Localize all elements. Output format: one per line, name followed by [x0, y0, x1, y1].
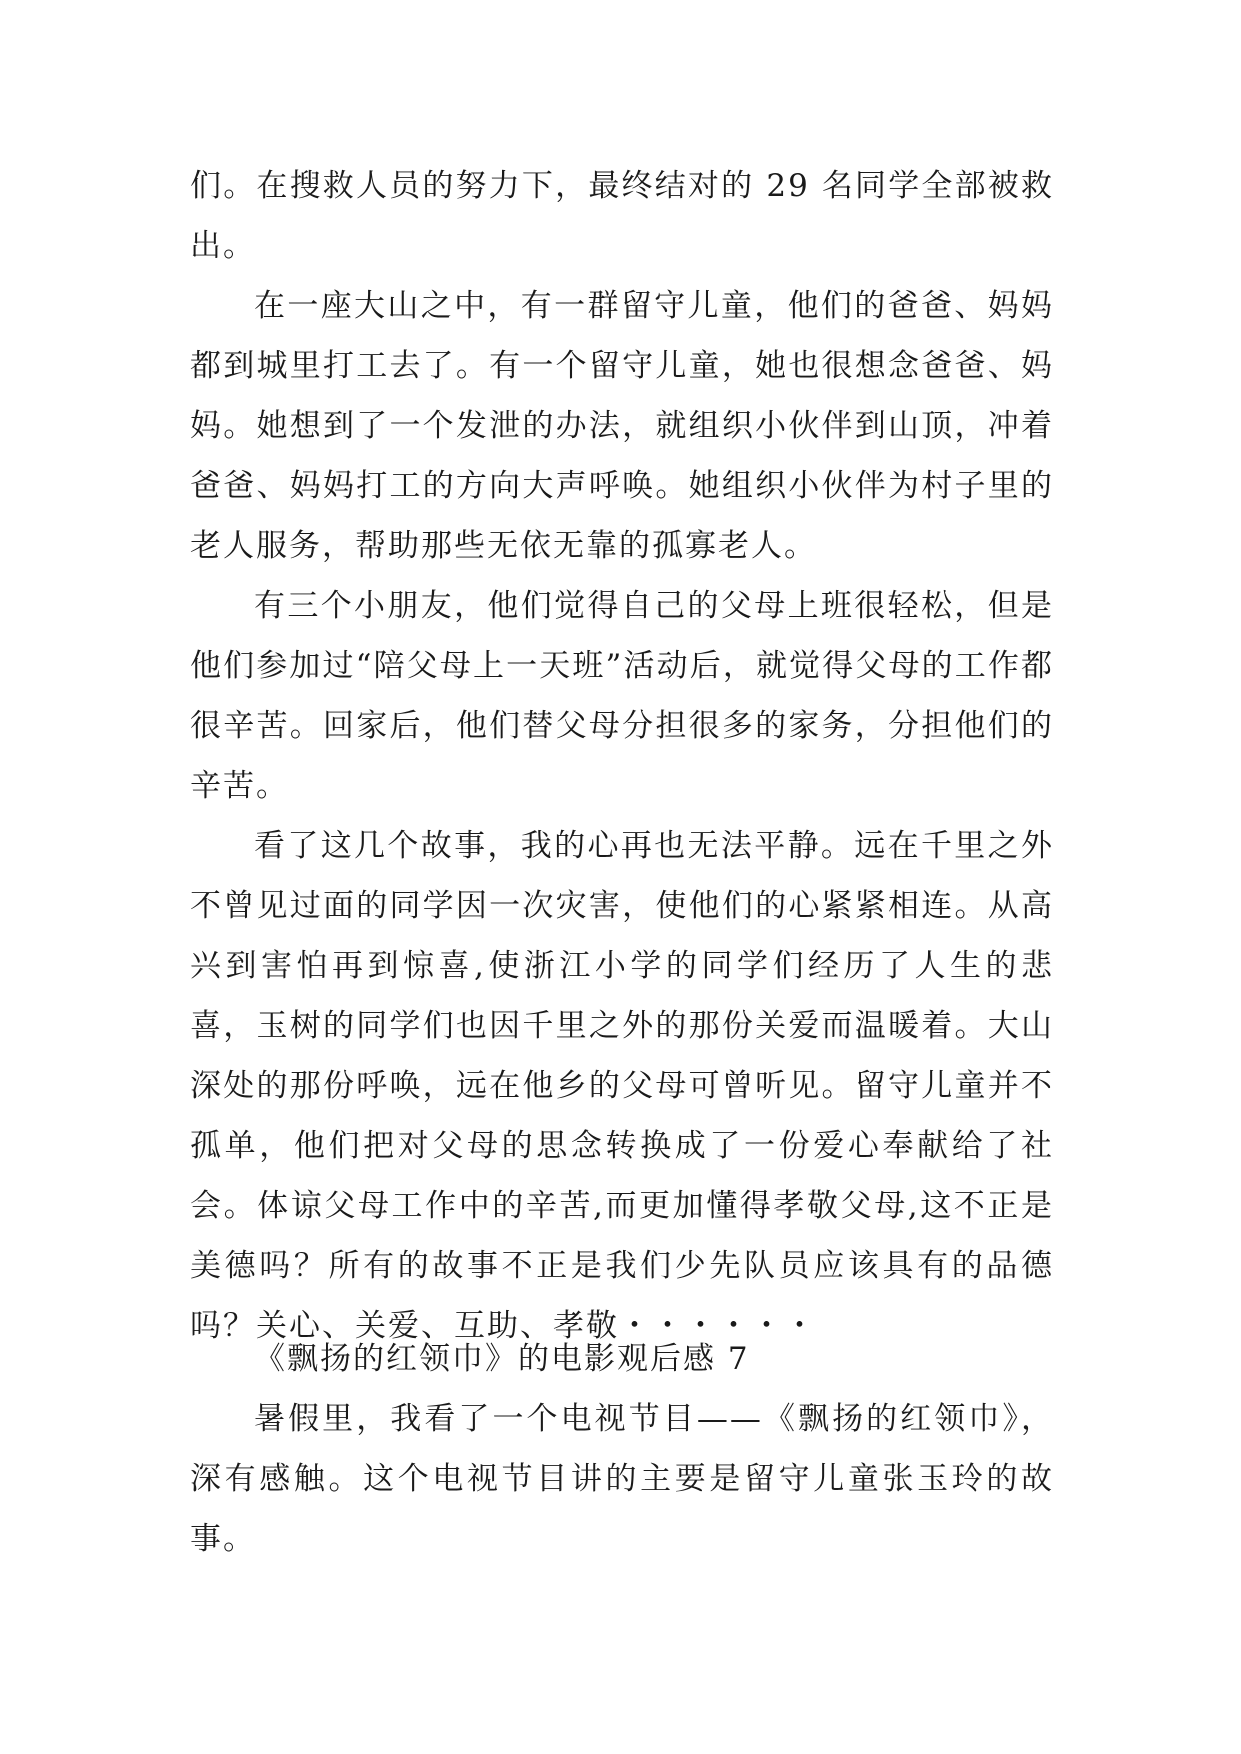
section-7	[190, 1329, 1054, 1569]
body-text	[190, 156, 1054, 1356]
section-heading: 《飘扬的红领巾》的电影观后感 7	[254, 1341, 750, 1377]
section-paragraph: 暑假里，我看了一个电视节目——《飘扬的红领巾》，深有感触。这个电视节目讲的主要是留守儿童张玉玲的故事。	[190, 1401, 1054, 1557]
paragraph-left-behind-children: 在一座大山之中，有一群留守儿童，他们的爸爸、妈妈都到城里打工去了。有一个留守儿童，她也很想念爸爸、妈妈。她想到了一个发泄的办法，就组织小伙伴到山顶，冲着爸爸、妈妈打工的方向大声呼唤。她组织小伙伴为村子里的老人服务，帮助那些无依无靠的孤寡老人。	[190, 288, 1054, 564]
paragraph-three-children: 有三个小朋友，他们觉得自己的父母上班很轻松，但是他们参加过“陪父母上一天班”活动后，就觉得父母的工作都很辛苦。回家后，他们替父母分担很多的家务，分担他们的辛苦。	[190, 588, 1054, 804]
paragraph-reflection: 看了这几个故事，我的心再也无法平静。远在千里之外不曾见过面的同学因一次灾害，使他们的心紧紧相连。从高兴到害怕再到惊喜,使浙江小学的同学们经历了人生的悲喜，玉树的同学们也因千里之外的那份关爱而温暖着。大山深处的那份呼唤，远在他乡的父母可曾听见。留守儿童并不孤单，他们把对父母的思念转换成了一份爱心奉献给了社会。体谅父母工作中的辛苦,而更加懂得孝敬父母,这不正是美德吗？所有的故事不正是我们少先队员应该具有的品德吗？关心、关爱、互助、孝敬・・・・・・	[190, 828, 1054, 1344]
paragraph-continuation: 们。在搜救人员的努力下，最终结对的 29 名同学全部被救出。	[190, 168, 1054, 264]
